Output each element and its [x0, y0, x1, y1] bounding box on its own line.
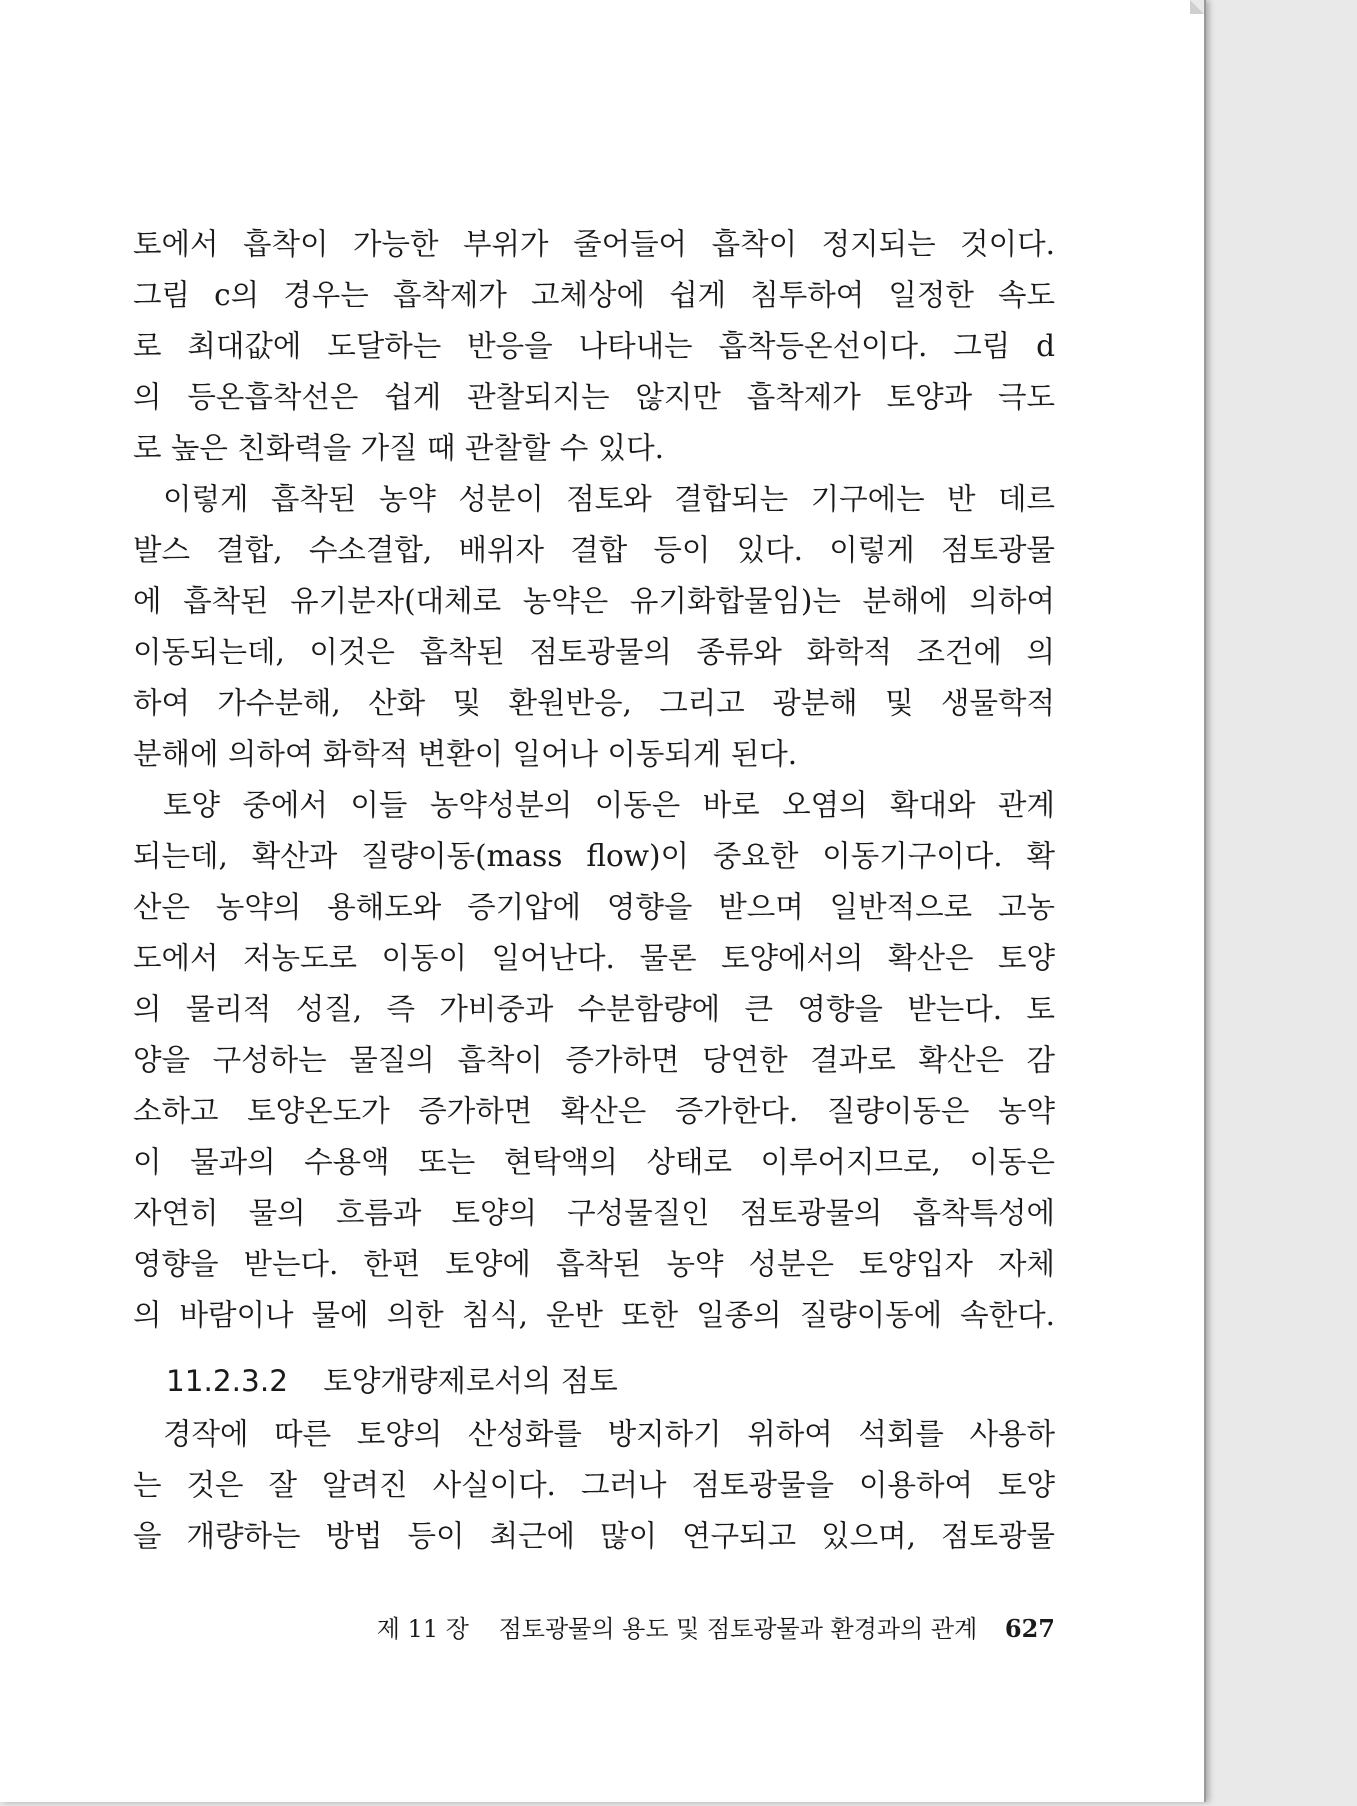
text-line: 그림 c의 경우는 흡착제가 고체상에 쉽게 침투하여 일정한 속도 — [133, 278, 1055, 312]
paragraph-continuation — [133, 219, 1055, 474]
text-line: 영향을 받는다. 한편 토양에 흡착된 농약 성분은 토양입자 자체 — [133, 1247, 1055, 1281]
text-line: 발스 결합, 수소결합, 배위자 결합 등이 있다. 이렇게 점토광물 — [133, 533, 1055, 567]
text-line: 이렇게 흡착된 농약 성분이 점토와 결합되는 기구에는 반 데르 — [163, 482, 1055, 516]
paragraph-transport — [133, 780, 1055, 1341]
paragraph-amendment — [133, 1409, 1055, 1562]
text-line: 소하고 토양온도가 증가하면 확산은 증가한다. 질량이동은 농약 — [133, 1094, 1055, 1128]
text-line: 도에서 저농도로 이동이 일어난다. 물론 토양에서의 확산은 토양 — [133, 941, 1055, 975]
text-line: 산은 농약의 용해도와 증기압에 영향을 받으며 일반적으로 고농 — [133, 890, 1055, 924]
text-line: 이 물과의 수용액 또는 현탁액의 상태로 이루어지므로, 이동은 — [133, 1145, 1055, 1179]
text-line: 로 최대값에 도달하는 반응을 나타내는 흡착등온선이다. 그림 d — [133, 329, 1055, 363]
running-footer — [300, 1608, 1055, 1650]
page-number: 627 — [1004, 1614, 1055, 1643]
text-line: 분해에 의하여 화학적 변환이 일어나 이동되게 된다. — [133, 737, 798, 771]
text-line: 에 흡착된 유기분자(대체로 농약은 유기화합물임)는 분해에 의하여 — [133, 584, 1055, 618]
section-title: 토양개량제로서의 점토 — [323, 1364, 618, 1398]
text-line: 이동되는데, 이것은 흡착된 점토광물의 종류와 화학적 조건에 의 — [133, 635, 1055, 669]
text-line: 는 것은 잘 알려진 사실이다. 그러나 점토광물을 이용하여 토양 — [133, 1468, 1055, 1502]
text-line: 의 등온흡착선은 쉽게 관찰되지는 않지만 흡착제가 토양과 극도 — [133, 380, 1055, 414]
footer-chapter: 제 11 장 — [376, 1615, 469, 1643]
text-line: 자연히 물의 흐름과 토양의 구성물질인 점토광물의 흡착특성에 — [133, 1196, 1055, 1230]
section-number: 11.2.3.2 — [166, 1364, 288, 1398]
text-line: 을 개량하는 방법 등이 최근에 많이 연구되고 있으며, 점토광물 — [133, 1519, 1055, 1553]
body-text-upper — [133, 219, 1055, 1341]
text-line: 의 물리적 성질, 즉 가비중과 수분함량에 큰 영향을 받는다. 토 — [133, 992, 1055, 1026]
page-corner — [1190, 0, 1204, 14]
text-line: 경작에 따른 토양의 산성화를 방지하기 위하여 석회를 사용하 — [163, 1417, 1055, 1451]
text-line: 토에서 흡착이 가능한 부위가 줄어들어 흡착이 정지되는 것이다. — [133, 227, 1055, 261]
text-line: 하여 가수분해, 산화 및 환원반응, 그리고 광분해 및 생물학적 — [133, 686, 1055, 720]
body-text-lower — [133, 1409, 1055, 1562]
text-line: 토양 중에서 이들 농약성분의 이동은 바로 오염의 확대와 관계 — [163, 788, 1055, 822]
text-line: 되는데, 확산과 질량이동(mass flow)이 중요한 이동기구이다. 확 — [133, 839, 1055, 873]
text-line: 양을 구성하는 물질의 흡착이 증가하면 당연한 결과로 확산은 감 — [133, 1043, 1055, 1077]
text-line: 의 바람이나 물에 의한 침식, 운반 또한 일종의 질량이동에 속한다. — [133, 1298, 1055, 1332]
section-heading — [166, 1357, 618, 1405]
text-line: 로 높은 친화력을 가질 때 관찰할 수 있다. — [133, 431, 664, 465]
paragraph-mechanism — [133, 474, 1055, 780]
footer-chapter-title: 점토광물의 용도 및 점토광물과 환경과의 관계 — [498, 1615, 978, 1643]
